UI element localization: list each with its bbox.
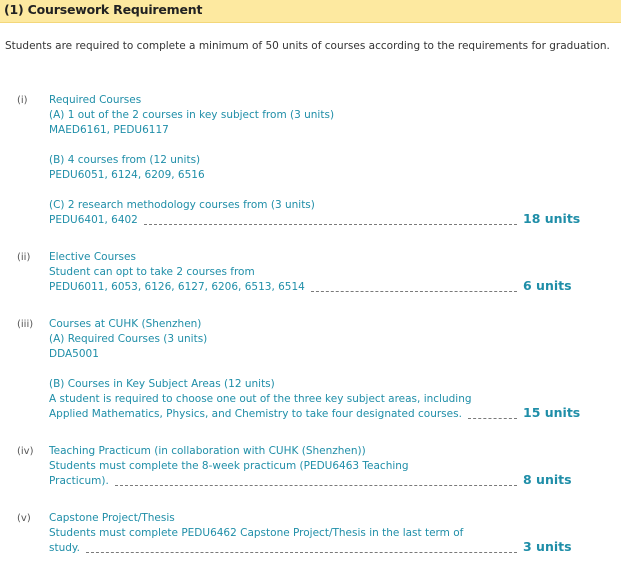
section-number: (iv): [17, 446, 34, 457]
section-content: [49, 250, 519, 295]
section-line: Students must complete the 8-week practicum (PEDU6463 Teaching: [49, 460, 409, 472]
section-header: [0, 0, 621, 23]
section-content: [49, 444, 519, 489]
dotted-leader: [86, 552, 517, 553]
section-heading: Elective Courses: [49, 251, 136, 263]
section-number: (ii): [17, 252, 31, 263]
section-line: Practicum).: [49, 475, 109, 487]
section-spacer: [49, 138, 519, 153]
section-line: Students must complete PEDU6462 Capstone Project/Thesis in the last term of: [49, 527, 464, 539]
section-line: DDA5001: [49, 348, 99, 360]
section-line: MAED6161, PEDU6117: [49, 124, 169, 136]
section-number: (iii): [17, 319, 34, 330]
section-line: (A) 1 out of the 2 courses in key subject from (3 units): [49, 109, 335, 121]
dotted-leader: [468, 418, 517, 419]
section-spacer: [49, 183, 519, 198]
section-last-line: [49, 407, 517, 422]
dotted-leader: [115, 485, 517, 486]
section-line: PEDU6401, 6402: [49, 214, 138, 226]
section-heading: Courses at CUHK (Shenzhen): [49, 318, 202, 330]
section-line: A student is required to choose one out of the three key subject areas, including: [49, 393, 472, 405]
section-line: (A) Required Courses (3 units): [49, 333, 208, 345]
section-line: PEDU6051, 6124, 6209, 6516: [49, 169, 205, 181]
section-title: (1) Coursework Requirement: [4, 2, 203, 17]
section-content: [49, 317, 519, 422]
units-value: 18 units: [523, 211, 581, 226]
section-heading: Capstone Project/Thesis: [49, 512, 175, 524]
units-value: 3 units: [523, 539, 572, 554]
section-last-line: [49, 280, 517, 295]
section-line: (B) Courses in Key Subject Areas (12 units): [49, 378, 275, 390]
section-last-line: [49, 213, 517, 228]
section-heading: Required Courses: [49, 94, 142, 106]
units-value: 15 units: [523, 405, 581, 420]
section-line: Applied Mathematics, Physics, and Chemistry to take four designated courses.: [49, 408, 462, 420]
section-content: [49, 511, 519, 556]
section-line: (C) 2 research methodology courses from (3 units): [49, 199, 315, 211]
dotted-leader: [144, 224, 517, 225]
units-value: 8 units: [523, 472, 572, 487]
section-last-line: [49, 541, 517, 556]
section-spacer: [49, 362, 519, 377]
section-content: [49, 93, 519, 228]
section-line: (B) 4 courses from (12 units): [49, 154, 201, 166]
units-value: 6 units: [523, 278, 572, 293]
dotted-leader: [311, 291, 517, 292]
section-last-line: [49, 474, 517, 489]
section-line: Student can opt to take 2 courses from: [49, 266, 255, 278]
section-number: (v): [17, 513, 31, 524]
section-line: PEDU6011, 6053, 6126, 6127, 6206, 6513, 6514: [49, 281, 305, 293]
section-line: study.: [49, 542, 80, 554]
section-heading: Teaching Practicum (in collaboration with CUHK (Shenzhen)): [49, 445, 366, 457]
intro-paragraph: Students are required to complete a minimum of 50 units of courses according to the requirements for graduation.: [5, 40, 610, 52]
section-number: (i): [17, 95, 28, 106]
